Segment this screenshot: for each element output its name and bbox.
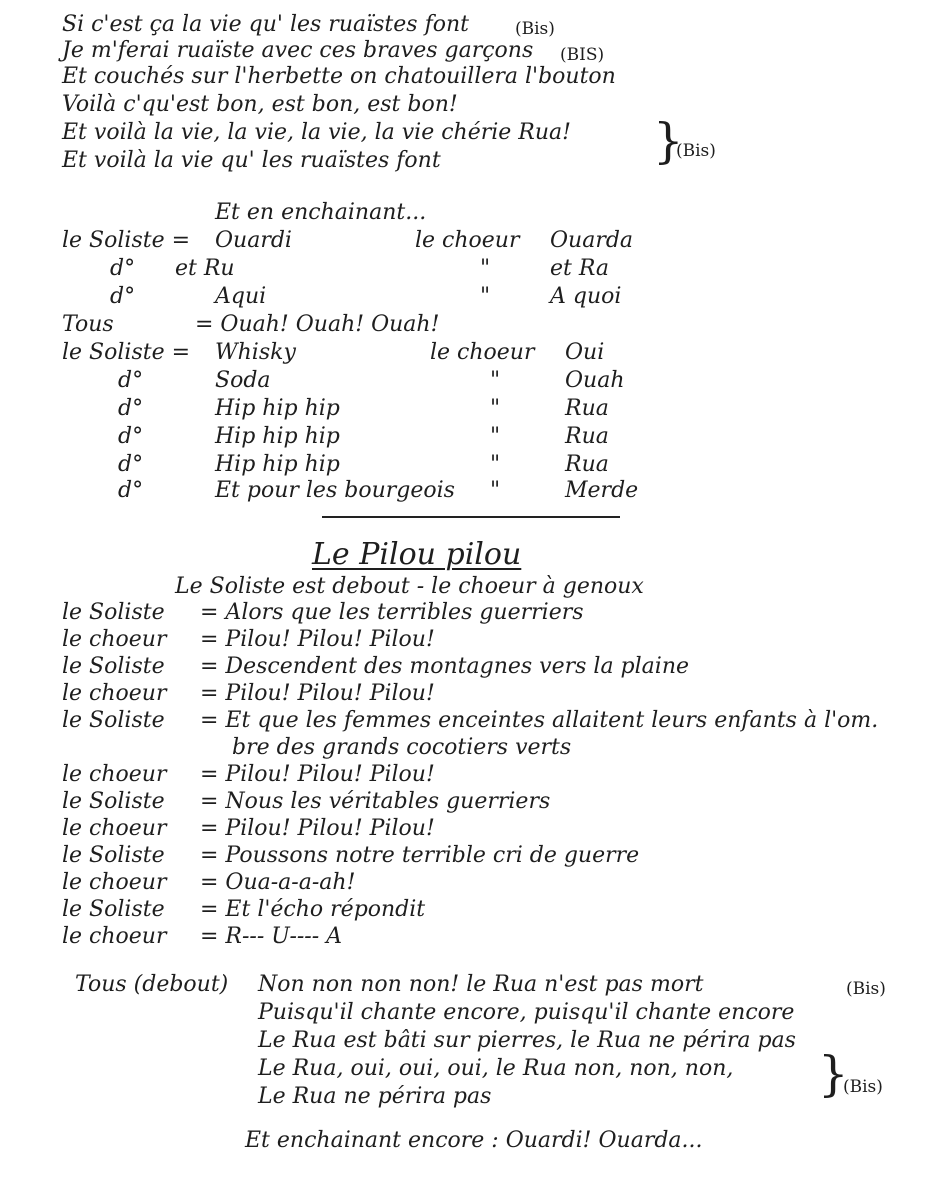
lyric-text: bre des grands cocotiers verts (232, 735, 572, 760)
finale-line-3: Le Rua est bâti sur pierres, le Rua ne périra pas (258, 1028, 796, 1053)
call-text: et Ru (175, 256, 235, 281)
speaker: le choeur (415, 228, 520, 253)
speaker: le Soliste = (62, 228, 191, 253)
response-text: Oui (565, 340, 605, 365)
verse1-line-4: Voilà c'qu'est bon, est bon, est bon! (62, 92, 458, 117)
finale-line-5: Le Rua ne périra pas (258, 1084, 492, 1109)
lyric-text: = R--- U---- A (200, 924, 343, 949)
lyric-text: = Et l'écho répondit (200, 897, 426, 922)
call-text: Hip hip hip (215, 396, 340, 421)
call-text: Aqui (215, 284, 267, 309)
finale-line-1: Non non non non! le Rua n'est pas mort (258, 972, 704, 997)
ditto-mark: d° (118, 478, 144, 503)
response-text: et Ra (550, 256, 610, 281)
speaker: le choeur (62, 627, 167, 652)
response-text: Rua (565, 396, 609, 421)
bis-marker: (Bis) (843, 1077, 883, 1097)
response-text: Ouah (565, 368, 625, 393)
ditto-mark: d° (118, 396, 144, 421)
speaker: Tous (62, 312, 114, 337)
ditto-mark: d° (118, 424, 144, 449)
lyric-text: = Pilou! Pilou! Pilou! (200, 762, 435, 787)
stage-direction: Le Soliste est debout - le choeur à genoux (175, 574, 644, 599)
ditto-mark: " (490, 368, 501, 393)
divider-line (322, 516, 620, 518)
call-text: Et pour les bourgeois (215, 478, 455, 503)
speaker: le Soliste = (62, 340, 191, 365)
call-text: Hip hip hip (215, 452, 340, 477)
ditto-mark: d° (110, 256, 136, 281)
brace-symbol: } (818, 1046, 849, 1102)
lyric-text: = Pilou! Pilou! Pilou! (200, 627, 435, 652)
lyric-text: = Et que les femmes enceintes allaitent leurs enfants à l'om. (200, 708, 879, 733)
bis-marker: (Bis) (676, 141, 716, 161)
bis-marker: (Bis) (846, 979, 886, 999)
brace-symbol: } (653, 113, 684, 169)
verse1-line-2: Je m'ferai ruaïste avec ces braves garçons (62, 38, 534, 63)
section-heading: Et en enchainant... (215, 200, 427, 225)
ditto-mark: " (480, 284, 491, 309)
ditto-mark: " (490, 396, 501, 421)
speaker: le choeur (62, 924, 167, 949)
speaker: le choeur (62, 681, 167, 706)
bis-marker: (BIS) (560, 45, 605, 65)
verse1-line-3: Et couchés sur l'herbette on chatouillera l'bouton (62, 64, 616, 89)
lyric-text: = Nous les véritables guerriers (200, 789, 551, 814)
response-text: Merde (565, 478, 639, 503)
speaker: le Soliste (62, 600, 165, 625)
lyric-text: = Poussons notre terrible cri de guerre (200, 843, 640, 868)
bis-marker: (Bis) (515, 19, 555, 39)
speaker: le choeur (62, 762, 167, 787)
ditto-mark: " (490, 452, 501, 477)
speaker: le Soliste (62, 843, 165, 868)
call-text: = Ouah! Ouah! Ouah! (195, 312, 440, 337)
finale-line-2: Puisqu'il chante encore, puisqu'il chante encore (258, 1000, 795, 1025)
closing-line: Et enchainant encore : Ouardi! Ouarda... (245, 1128, 703, 1153)
response-text: Ouarda (550, 228, 634, 253)
ditto-mark: " (490, 424, 501, 449)
speaker: le Soliste (62, 789, 165, 814)
call-text: Soda (215, 368, 271, 393)
speaker: le choeur (62, 816, 167, 841)
verse1-line-5: Et voilà la vie, la vie, la vie, la vie chérie Rua! (62, 120, 571, 145)
lyric-text: = Oua-a-a-ah! (200, 870, 356, 895)
speaker: le choeur (62, 870, 167, 895)
speaker: le Soliste (62, 708, 165, 733)
response-text: Rua (565, 452, 609, 477)
lyric-text: = Pilou! Pilou! Pilou! (200, 816, 435, 841)
call-text: Ouardi (215, 228, 292, 253)
call-text: Hip hip hip (215, 424, 340, 449)
call-text: Whisky (215, 340, 296, 365)
response-text: Rua (565, 424, 609, 449)
ditto-mark: d° (118, 452, 144, 477)
lyric-text: = Descendent des montagnes vers la plaine (200, 654, 690, 679)
speaker: Tous (debout) (75, 972, 229, 997)
verse1-line-6: Et voilà la vie qu' les ruaïstes font (62, 148, 441, 173)
ditto-mark: " (480, 256, 491, 281)
lyric-text: = Alors que les terribles guerriers (200, 600, 584, 625)
verse1-line-1: Si c'est ça la vie qu' les ruaïstes font (62, 12, 469, 37)
speaker: le Soliste (62, 654, 165, 679)
lyric-text: = Pilou! Pilou! Pilou! (200, 681, 435, 706)
response-text: A quoi (550, 284, 622, 309)
ditto-mark: " (490, 478, 501, 503)
ditto-mark: d° (110, 284, 136, 309)
ditto-mark: d° (118, 368, 144, 393)
speaker: le Soliste (62, 897, 165, 922)
finale-line-4: Le Rua, oui, oui, oui, le Rua non, non, non, (258, 1056, 734, 1081)
section-title: Le Pilou pilou (312, 537, 522, 572)
speaker: le choeur (430, 340, 535, 365)
